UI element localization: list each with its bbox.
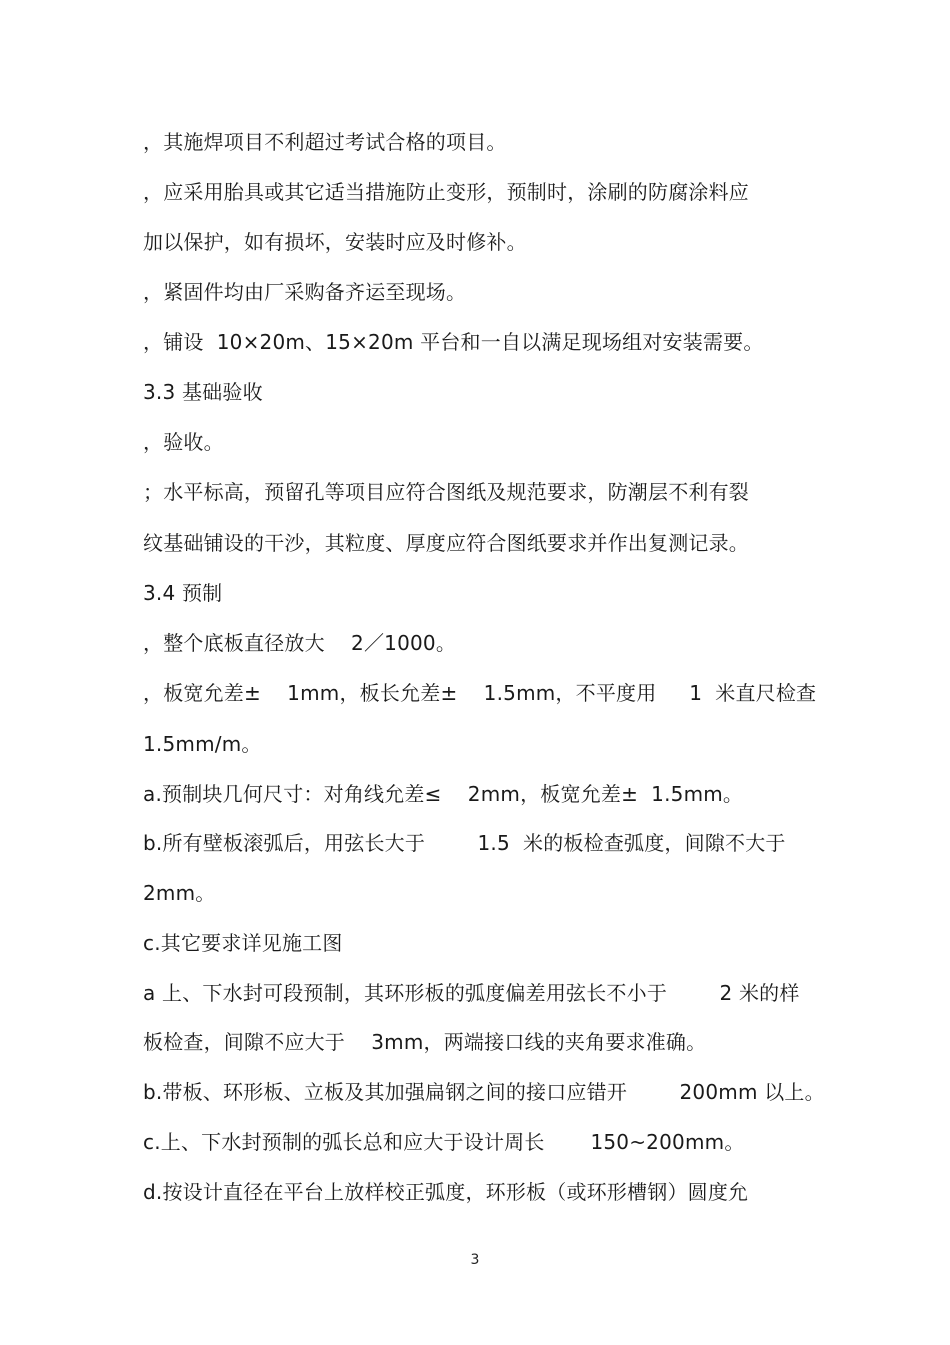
text-line: 纹基础铺设的干沙，其粒度、厚度应符合图纸要求并作出复测记录。 bbox=[143, 531, 749, 555]
text-line: ，整个底板直径放大 2／1000。 bbox=[143, 631, 457, 655]
text-line: ，板宽允差± 1mm，板长允差± 1.5mm，不平度用 1 米直尺检查 bbox=[143, 681, 817, 705]
text-line: a 上、下水封可段预制，其环形板的弧度偏差用弦长不小于 2 米的样 bbox=[143, 981, 800, 1005]
text-line: ；水平标高，预留孔等项目应符合图纸及规范要求，防潮层不利有裂 bbox=[143, 480, 749, 504]
text-line: b.带板、环形板、立板及其加强扁钢之间的接口应错开 200mm 以上。 bbox=[143, 1080, 825, 1104]
text-line: ，应采用胎具或其它适当措施防止变形，预制时，涂刷的防腐涂料应 bbox=[143, 180, 749, 204]
text-line: c.上、下水封预制的弧长总和应大于设计周长 150~200mm。 bbox=[143, 1130, 745, 1154]
text-line: a.预制块几何尺寸：对角线允差≤ 2mm，板宽允差± 1.5mm。 bbox=[143, 782, 744, 806]
text-line: 加以保护，如有损坏，安装时应及时修补。 bbox=[143, 230, 527, 254]
section-heading: 3.4 预制 bbox=[143, 581, 223, 605]
text-line: ，其施焊项目不利超过考试合格的项目。 bbox=[143, 130, 507, 154]
page-number: 3 bbox=[470, 1252, 480, 1268]
text-line: 板检查，间隙不应大于 3mm，两端接口线的夹角要求准确。 bbox=[143, 1030, 707, 1054]
text-line: ，验收。 bbox=[143, 430, 224, 454]
text-line: ，铺设 10×20m、15×20m 平台和一自以满足现场组对安装需要。 bbox=[143, 330, 764, 354]
text-line: d.按设计直径在平台上放样校正弧度，环形板（或环形槽钢）圆度允 bbox=[143, 1180, 749, 1204]
text-line: b.所有壁板滚弧后，用弦长大于 1.5 米的板检查弧度，间隙不大于 bbox=[143, 831, 786, 855]
text-line: 1.5mm/m。 bbox=[143, 732, 262, 756]
section-heading: 3.3 基础验收 bbox=[143, 380, 263, 404]
text-line: 2mm。 bbox=[143, 881, 216, 905]
text-line: ，紧固件均由厂采购备齐运至现场。 bbox=[143, 280, 467, 304]
text-line: c.其它要求详见施工图 bbox=[143, 931, 343, 955]
